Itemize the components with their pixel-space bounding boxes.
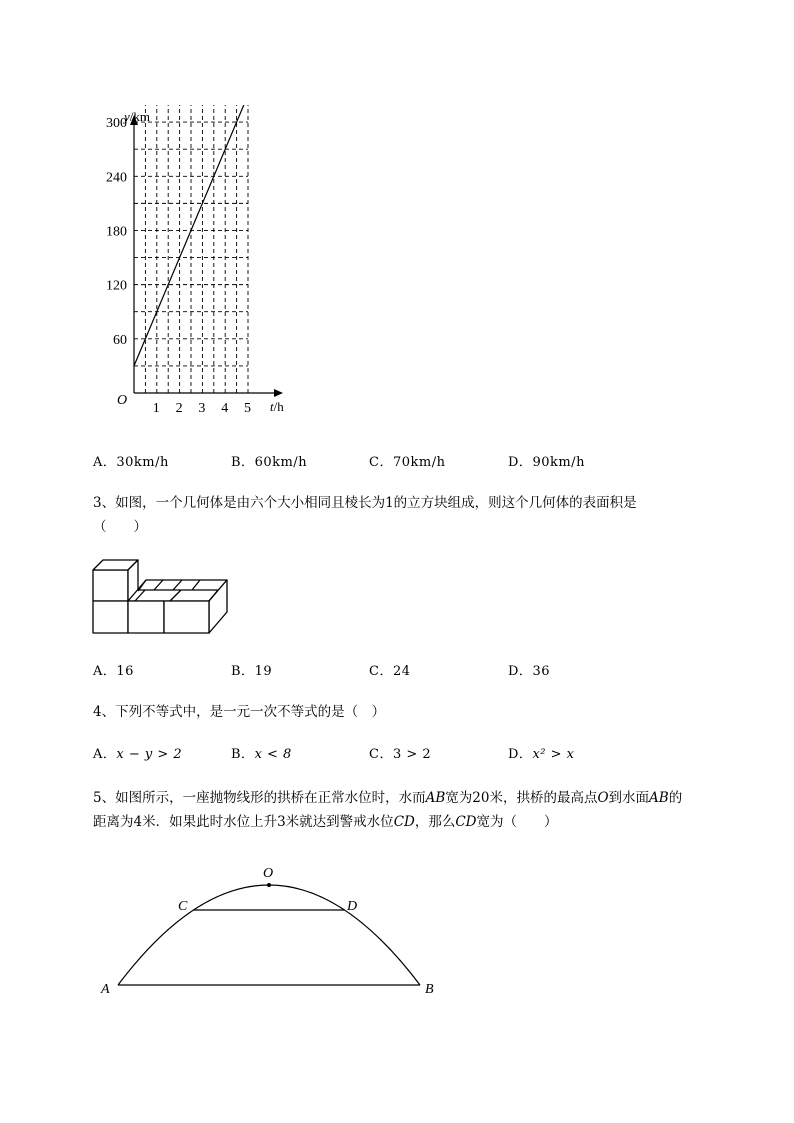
q5-cd-2: CD	[455, 814, 477, 830]
front-cube-3	[164, 601, 209, 633]
q2-option-a-text: 30km/h	[116, 455, 169, 470]
cube-top-front	[93, 570, 128, 601]
y-axis-var: y	[124, 109, 130, 124]
graph-tick-labels	[106, 116, 251, 416]
q5-line2-part-b: ，那么	[414, 814, 456, 830]
q4-option-c-expr: 3 > 2	[392, 747, 432, 762]
q3-option-a-text: 16	[116, 664, 134, 679]
q2-option-d	[508, 451, 585, 470]
x-axis-unit: /h	[273, 399, 284, 414]
x-tick-label: 2	[175, 401, 183, 416]
x-axis-var: t	[270, 399, 274, 414]
y-axis-unit: /km	[129, 109, 151, 124]
q4-option-b-expr: x < 8	[254, 747, 292, 762]
q5-line1-part-d: 的	[668, 790, 683, 806]
q3-option-b	[231, 660, 272, 679]
x-axis-arrow	[274, 389, 283, 397]
q4-option-c-letter: C．	[369, 747, 393, 762]
graph-axes	[130, 115, 283, 397]
top-point-o	[267, 883, 271, 887]
q3-option-d-text: 36	[532, 664, 550, 679]
y-tick-label: 120	[106, 278, 127, 294]
q4-option-a-expr: x − y > 2	[116, 747, 183, 762]
front-cube-1	[93, 601, 128, 633]
q2-option-a	[93, 451, 169, 470]
q2-option-a-letter: A．	[93, 455, 117, 470]
y-tick-label: 60	[113, 332, 127, 348]
q5-line1-part-b: 宽为20米，拱桥的最高点	[445, 790, 598, 806]
y-tick-label: 240	[106, 170, 127, 186]
x-axis-label	[270, 399, 284, 414]
bridge-arch	[118, 885, 420, 985]
q2-option-c	[369, 451, 445, 470]
label-b: B	[425, 982, 434, 997]
label-a: A	[101, 982, 110, 997]
q3-option-a	[93, 660, 134, 679]
graph-grid	[134, 105, 248, 393]
q2-option-b	[231, 451, 307, 470]
q2-option-b-letter: B．	[231, 455, 255, 470]
q3-option-c-text: 24	[392, 664, 411, 679]
q2-option-c-letter: C．	[369, 455, 393, 470]
q5-line-2	[93, 810, 558, 830]
label-c: C	[178, 899, 188, 914]
q5-line1-part-a: 5、如图所示，一座抛物线形的拱桥在正常水位时，水而	[93, 790, 426, 806]
q4-option-d-expr: x² > x	[532, 747, 575, 762]
y-tick-label: 300	[106, 116, 127, 132]
x-tick-label: 3	[198, 401, 206, 416]
q4-option-d-letter: D．	[508, 747, 533, 762]
q2-option-c-text: 70km/h	[392, 455, 446, 470]
q4-stem: 4、下列不等式中，是一元一次不等式的是（ ）	[93, 704, 386, 720]
q3-option-c	[369, 660, 411, 679]
q3-paren: （ ）	[93, 519, 147, 535]
q3-option-b-letter: B．	[231, 664, 255, 679]
front-cube-2	[128, 601, 164, 633]
x-tick-label: 4	[221, 401, 229, 416]
q3-option-d	[508, 660, 550, 679]
q3-option-d-letter: D．	[508, 664, 533, 679]
q4-option-d	[508, 743, 574, 762]
q4-option-a	[93, 743, 182, 762]
q5-cd-1: CD	[393, 814, 415, 830]
q4-option-b	[231, 743, 292, 762]
label-o: O	[263, 866, 274, 881]
q5-ab-1: AB	[425, 790, 446, 806]
q5-line1-part-c: 到水面	[608, 790, 650, 806]
q3-option-b-text: 19	[254, 664, 273, 679]
x-tick-label: 5	[244, 401, 251, 416]
q4-option-b-letter: B．	[231, 747, 255, 762]
q5-ab-2: AB	[649, 790, 669, 806]
q3-stem: 3、如图，一个几何体是由六个大小相同且棱长为1的立方块组成，则这个几何体的表面积是	[93, 495, 637, 511]
x-tick-label: 1	[152, 401, 160, 416]
q2-option-b-text: 60km/h	[254, 455, 308, 470]
distance-time-graph	[100, 105, 300, 420]
q5-line2-part-c: 宽为（ ）	[476, 814, 558, 830]
y-tick-label: 180	[106, 224, 127, 240]
cube-solid-figure	[90, 555, 235, 640]
q5-line2-part-a: 距离为4米．如果此时水位上升3米就达到警戒水位	[93, 814, 394, 830]
q5-line-1	[93, 786, 682, 806]
q4-option-a-letter: A．	[93, 747, 117, 762]
parabolic-bridge-figure	[95, 860, 445, 1005]
q3-option-a-letter: A．	[93, 664, 117, 679]
q4-option-c	[369, 743, 431, 762]
origin-label: O	[117, 393, 128, 408]
q2-option-d-text: 90km/h	[532, 455, 585, 470]
q2-option-d-letter: D．	[508, 455, 533, 470]
label-d: D	[347, 899, 358, 914]
q5-o: O	[597, 790, 609, 806]
q3-option-c-letter: C．	[369, 664, 393, 679]
y-axis-label	[122, 109, 150, 124]
